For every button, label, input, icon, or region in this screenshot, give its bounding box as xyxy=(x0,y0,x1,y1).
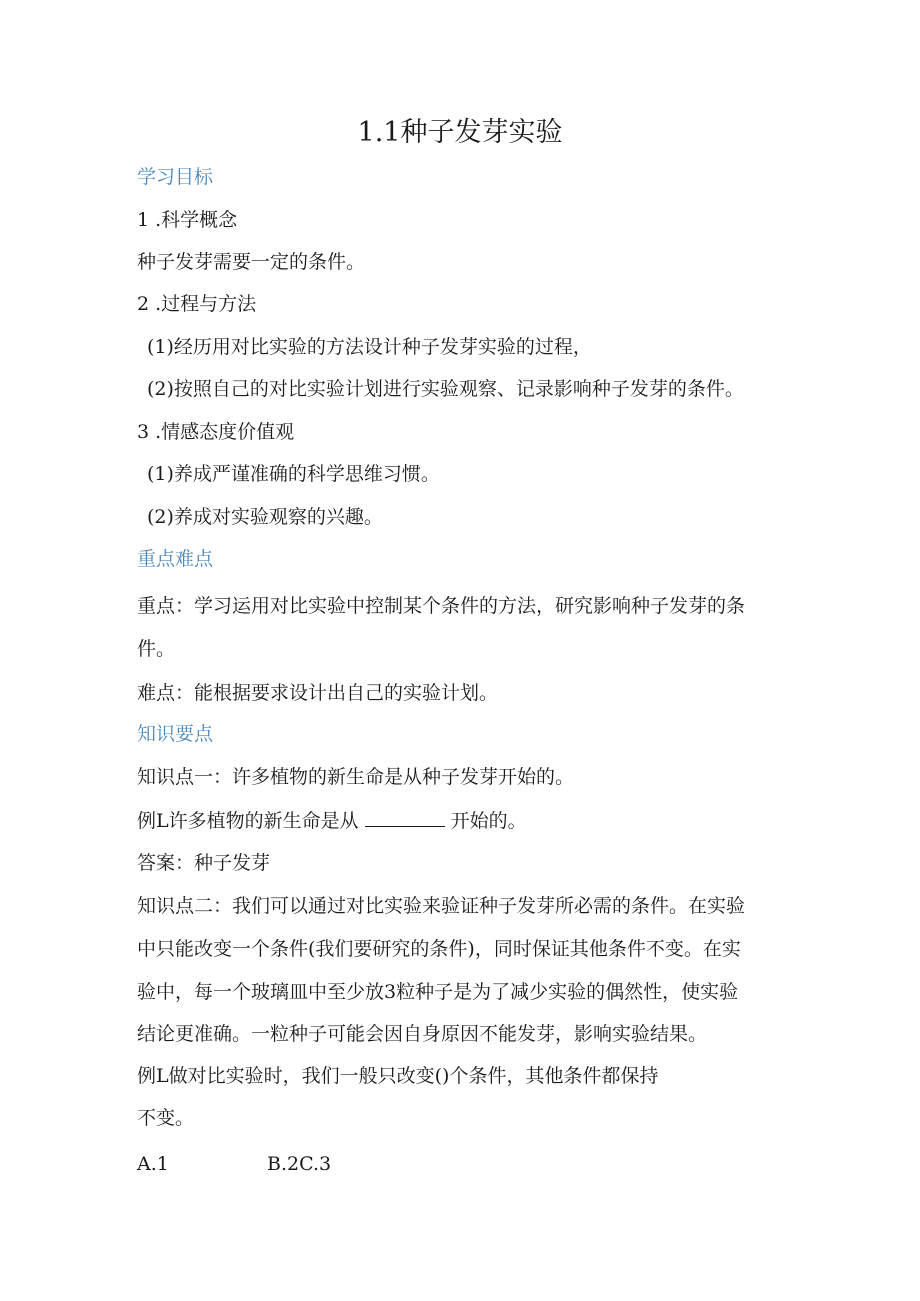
goal-3-heading: 3 .情感态度价值观 xyxy=(137,421,295,443)
goal-2-heading: 2 .过程与方法 xyxy=(137,293,257,315)
knowledge-point-2-line-3: 验中，每一个玻璃皿中至少放3粒种子是为了减少实验的偶然性，使实验 xyxy=(137,981,739,1003)
goal-2-item-1: (1)经历用对比实验的方法设计种子发芽实验的过程， xyxy=(147,336,592,358)
section-heading-goals: 学习目标 xyxy=(137,166,214,188)
knowledge-point-2-line-2: 中只能改变一个条件(我们要研究的条件)，同时保证其他条件不变。在实 xyxy=(137,938,741,960)
goal-3-item-2: (2)养成对实验观察的兴趣。 xyxy=(147,506,383,528)
knowledge-point-2-line-1: 知识点二：我们可以通过对比实验来验证种子发芽所必需的条件。在实验 xyxy=(137,895,746,917)
answer-1: 答案：种子发芽 xyxy=(137,852,271,874)
choice-a: A.1 xyxy=(137,1153,169,1175)
section-heading-key-points: 重点难点 xyxy=(137,548,214,570)
section-heading-knowledge: 知识要点 xyxy=(137,723,214,745)
page-title: 1.1种子发芽实验 xyxy=(357,117,563,148)
choice-b-c: B.2C.3 xyxy=(267,1153,332,1175)
example-2-line-2: 不变。 xyxy=(137,1107,195,1129)
example-1-text-before: 例L许多植物的新生命是从 xyxy=(137,810,359,832)
example-1 xyxy=(137,808,527,833)
key-point-line-1: 重点：学习运用对比实验中控制某个条件的方法，研究影响种子发芽的条 xyxy=(137,595,746,617)
knowledge-point-1: 知识点一：许多植物的新生命是从种子发芽开始的。 xyxy=(137,766,575,788)
example-1-text-after: 开始的。 xyxy=(450,810,527,832)
difficult-point: 难点：能根据要求设计出自己的实验计划。 xyxy=(137,682,499,704)
answer-blank xyxy=(365,808,445,827)
example-2-line-1: 例L做对比实验时，我们一般只改变()个条件，其他条件都保持 xyxy=(137,1065,659,1087)
goal-1-heading: 1 .科学概念 xyxy=(137,209,238,231)
goal-1-text: 种子发芽需要一定的条件。 xyxy=(137,251,366,273)
goal-2-item-2: (2)按照自己的对比实验计划进行实验观察、记录影响种子发芽的条件。 xyxy=(147,378,744,400)
key-point-line-2: 件。 xyxy=(137,638,176,660)
goal-3-item-1: (1)养成严谨准确的科学思维习惯。 xyxy=(147,463,440,485)
knowledge-point-2-line-4: 结论更准确。一粒种子可能会因自身原因不能发芽，影响实验结果。 xyxy=(137,1023,708,1045)
